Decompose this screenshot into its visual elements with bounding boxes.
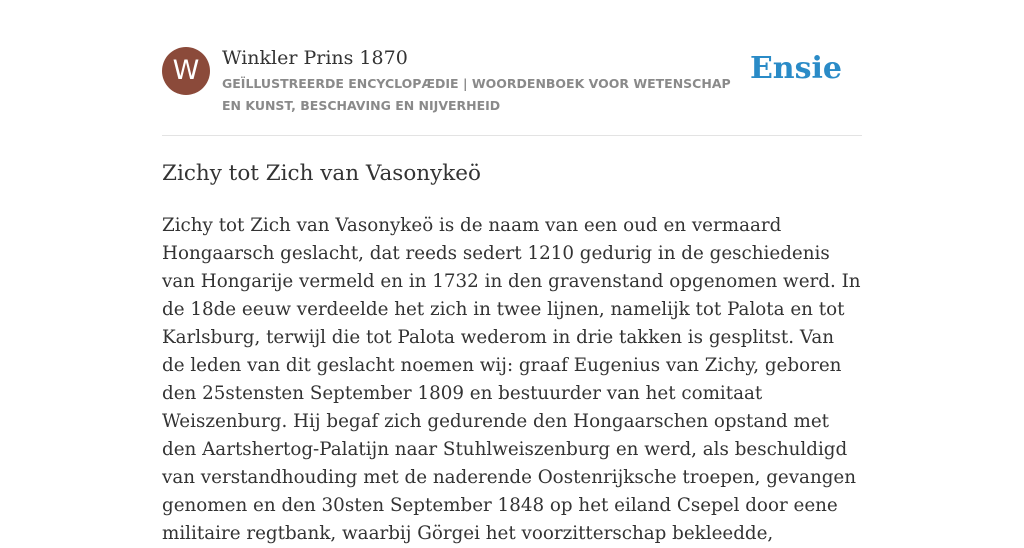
book-subtitle: GEÏLLUSTREERDE ENCYCLOPÆDIE | WOORDENBOEK VOOR WETENSCHAP EN KUNST, BESCHAVING EN NIJVERHEID — [222, 76, 731, 113]
book-avatar[interactable]: W — [162, 47, 210, 95]
header-divider — [162, 135, 862, 136]
article-body: Zichy tot Zich van Vasonykeö is de naam van een oud en vermaard Hongaarsch geslacht, dat reeds sedert 1210 gedurig in de geschiedenis van Hongarije vermeld en in 1732 in den gravenstand opgenomen werd. In de 18de eeuw verdeelde het zich in twee lijnen, namelijk tot Palota en tot Karlsburg, terwijl die tot Palota wederom in drie takken is gesplitst. Van de leden van dit geslacht noemen wij: graaf Eugenius van Zichy, geboren den 25stensten September 1809 en bestuurder van het comitaat Weiszenburg. Hij begaf zich gedurende den Hongaarschen opstand met den Aartshertog-Palatijn naar Stuhlweiszenburg en werd, als beschuldigd van verstandhouding met de naderende Oostenrijksche troepen, gevangen genomen en den 30sten September 1848 op het eiland Csepel door eene militaire regtbank, waarbij Görgei het voorzitterschap bekleedde, — [162, 215, 861, 544]
ensie-logo[interactable]: Ensie — [749, 51, 842, 86]
book-title[interactable]: Winkler Prins 1870 — [222, 47, 408, 69]
book-header — [162, 46, 862, 136]
article-title: Zichy tot Zich van Vasonykeö — [162, 161, 481, 186]
